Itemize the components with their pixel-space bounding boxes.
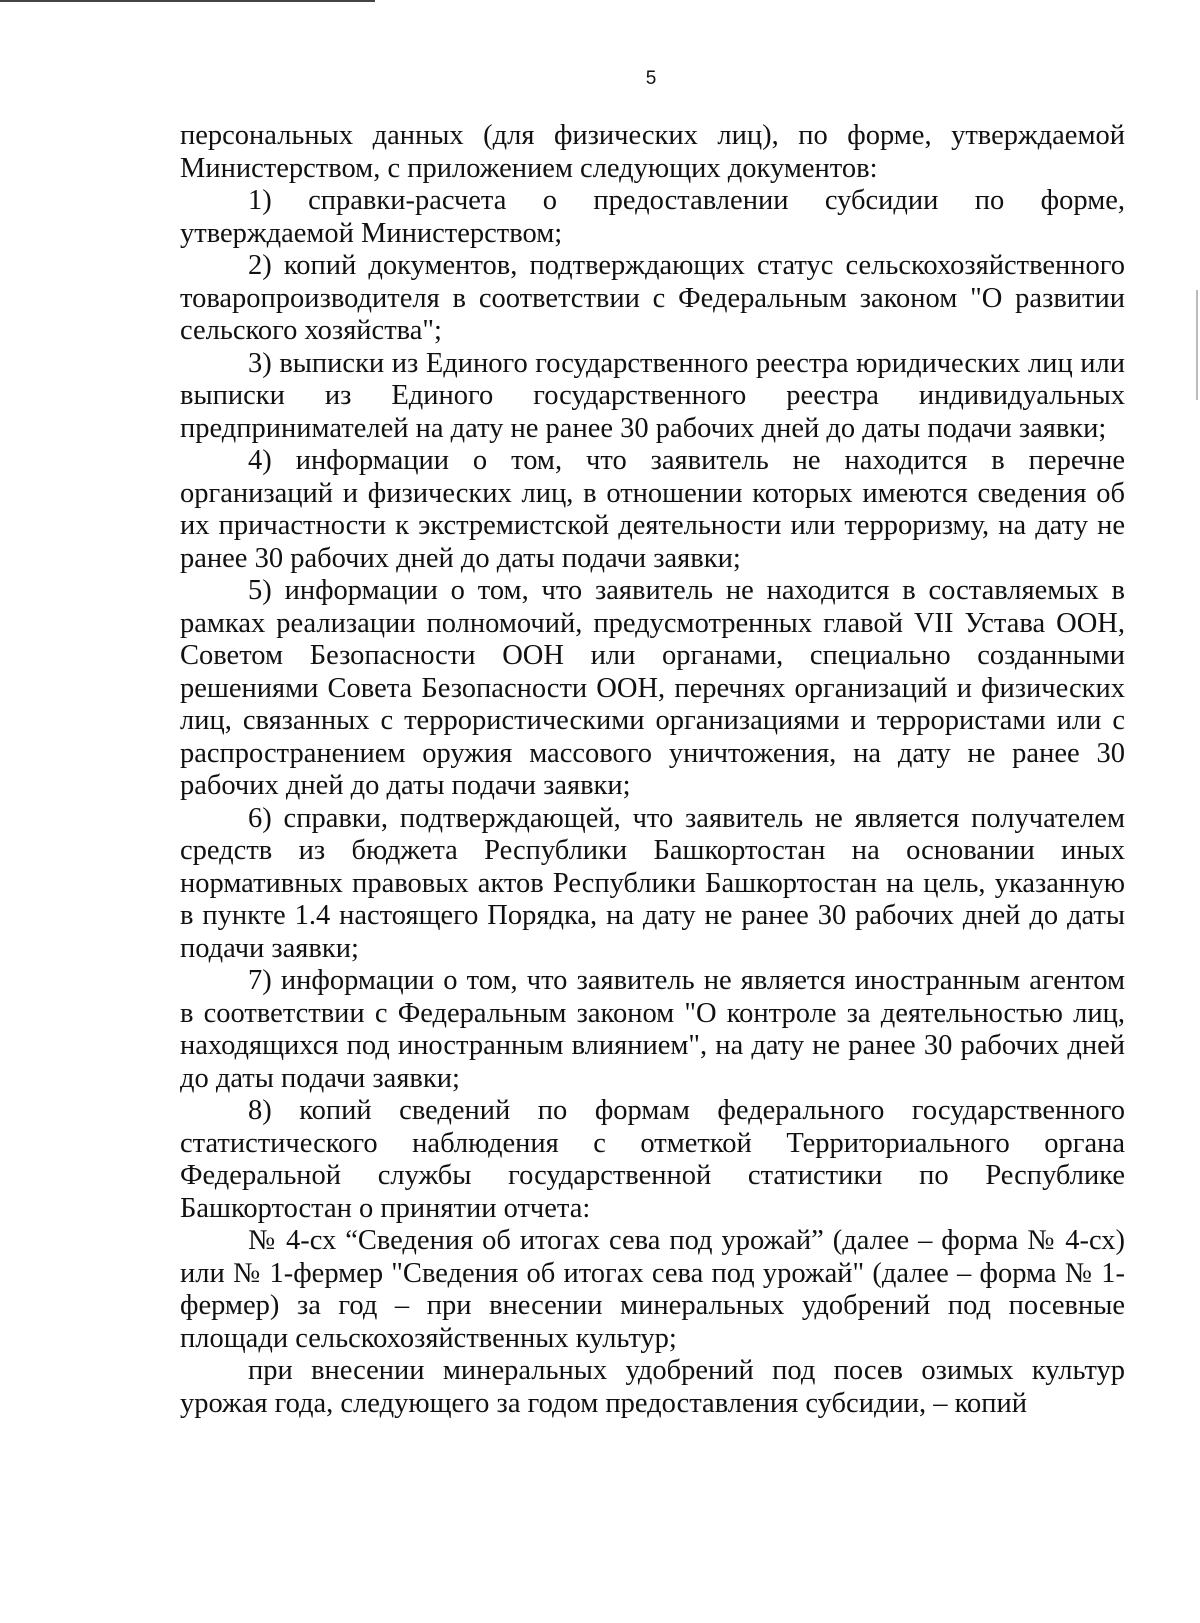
scan-edge-line <box>0 0 375 2</box>
paragraph-item-4: 4) информации о том, что заявитель не находится в перечне организаций и физических лиц, в отношении которых имеются сведения об их причастности к экстремистской деятельности или терроризму, на дату не ранее 30 рабочих дней до даты подачи заявки; <box>180 445 1125 574</box>
paragraph-item-7: 7) информации о том, что заявитель не является иностранным агентом в соответствии с Федеральным законом "О контроле за деятельностью лиц, находящихся под иностранным влиянием", на дату не ранее 30 рабочих дней до даты подачи заявки; <box>180 965 1125 1094</box>
paragraph-intro: персональных данных (для физических лиц), по форме, утверждаемой Министерством, с приложением следующих документов: <box>180 120 1125 184</box>
page-number: 5 <box>645 68 657 89</box>
paragraph-item-5: 5) информации о том, что заявитель не находится в составляемых в рамках реализации полномочий, предусмотренных главой VII Устава ООН, Советом Безопасности ООН или органами, специально созданными решениями Совета Безопасности ООН, перечнях организаций и физических лиц, связанных с террористическими организациями и террористами или с распространением оружия массового уничтожения, на дату не ранее 30 рабочих дней до даты подачи заявки; <box>180 575 1125 801</box>
scan-edge-mark <box>1196 290 1198 400</box>
paragraph-item-1: 1) справки-расчета о предоставлении субсидии по форме, утверждаемой Министерством; <box>180 185 1125 249</box>
paragraph-form-4sx: № 4-сх “Сведения об итогах сева под урожай” (далее – форма № 4-сх) или № 1-фермер "Сведения об итогах сева под урожай" (далее – форма № 1-фермер) за год – при внесении минеральных удобрений под посевные площади сельскохозяйственных культур; <box>180 1225 1125 1354</box>
paragraph-item-6: 6) справки, подтверждающей, что заявитель не является получателем средств из бюджета Республики Башкортостан на основании иных нормативных правовых актов Республики Башкортостан на цель, указанную в пункте 1.4 настоящего Порядка, на дату не ранее 30 рабочих дней до даты подачи заявки; <box>180 802 1125 964</box>
paragraph-item-8: 8) копий сведений по формам федерального государственного статистического наблюдения с отметкой Территориального органа Федеральной службы государственной статистики по Республике Башкортостан о принятии отчета: <box>180 1095 1125 1224</box>
paragraph-item-2: 2) копий документов, подтверждающих статус сельскохозяйственного товаропроизводителя в соответствии с Федеральным законом "О развитии сельского хозяйства"; <box>180 250 1125 346</box>
paragraph-winter-crops: при внесении минеральных удобрений под посев озимых культур урожая года, следующего за годом предоставления субсидии, – копий <box>180 1355 1125 1419</box>
document-body <box>180 120 1125 1420</box>
paragraph-item-3: 3) выписки из Единого государственного реестра юридических лиц или выписки из Единого государственного реестра индивидуальных предпринимателей на дату не ранее 30 рабочих дней до даты подачи заявки; <box>180 347 1125 444</box>
